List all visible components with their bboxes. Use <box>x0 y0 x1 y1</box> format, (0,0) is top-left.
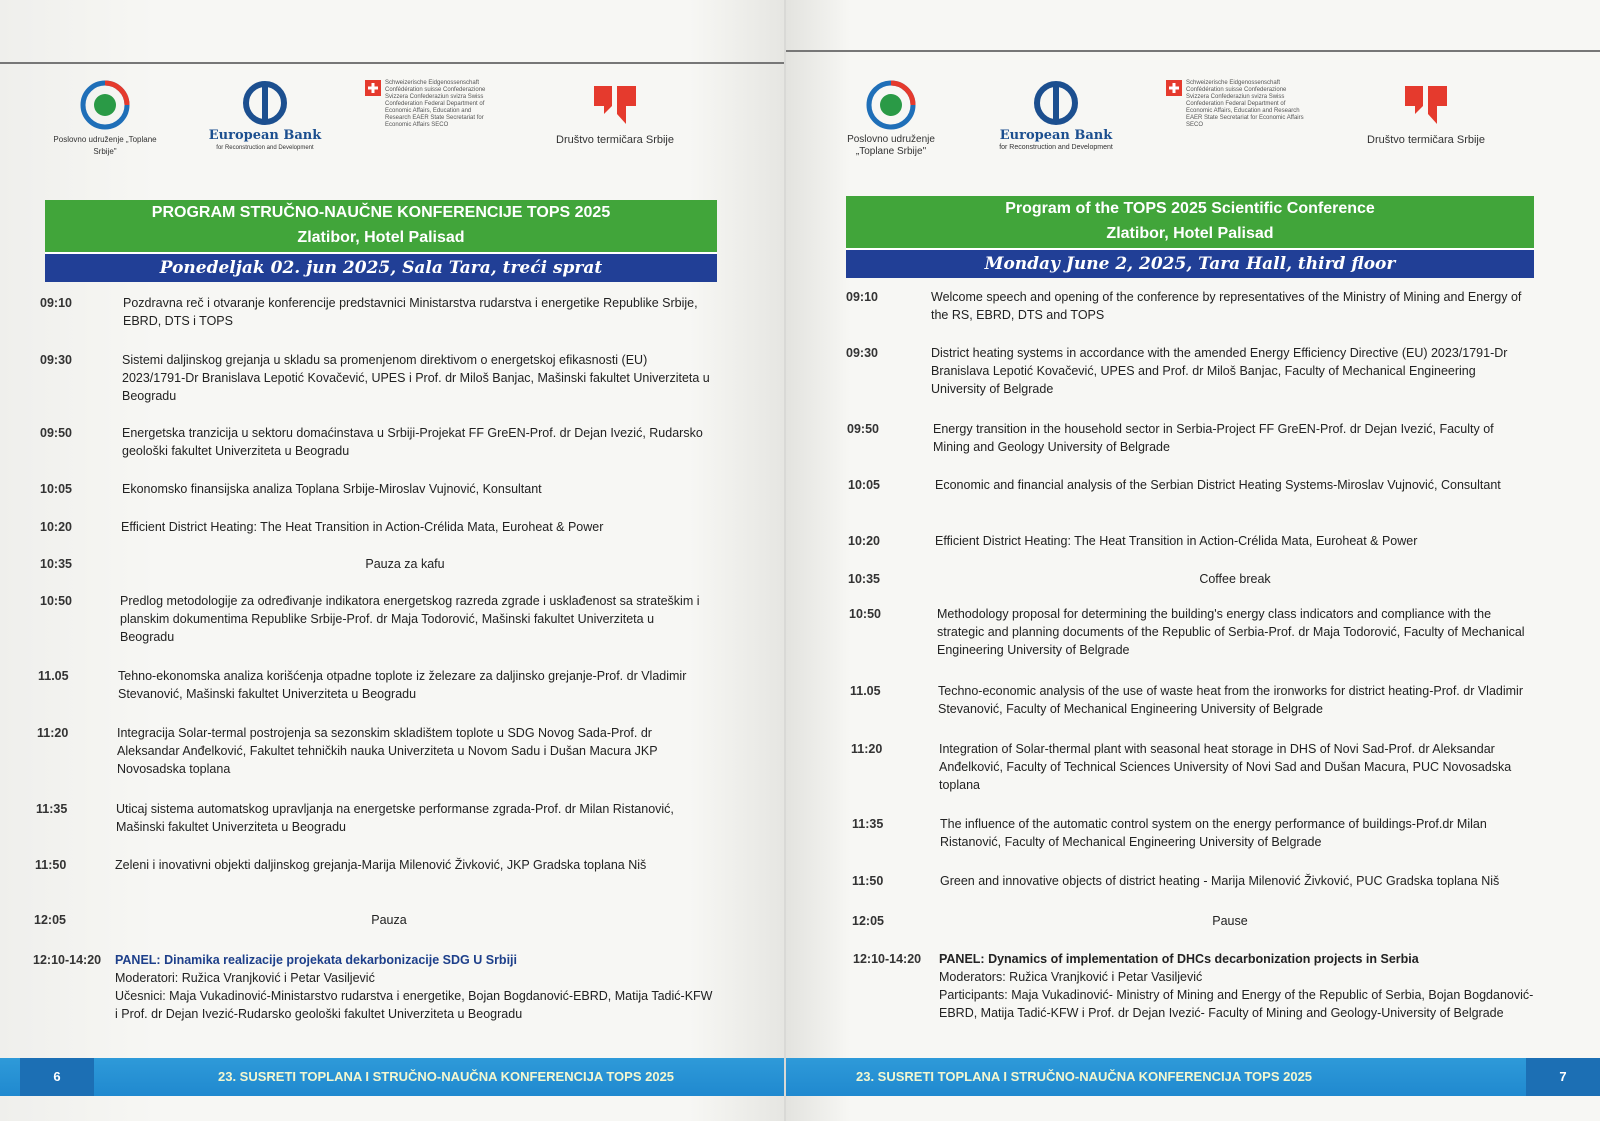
page-number: 7 <box>1526 1058 1600 1096</box>
dts-logo: Društvo termičara Srbije <box>545 80 685 146</box>
ebrd-logo: European Bank for Reconstruction and Development <box>190 80 340 154</box>
program-venue: Zlatibor, Hotel Palisad <box>45 226 717 252</box>
right-page: Poslovno udruženje „Toplane Srbije" European Bank for Reconstruction and Development Schweizerische Eidgenossenschaft Confédération suisse Confederazione Svizzera Confederaziun svizra Swiss Confederation Federal Department of Economic Affairs, Education and Research EAER State Secretariat for Economic Affairs SECO Društvo termičara Srbije Program of the TOPS 2025 Scientific Conference Zlatibor, Hotel Palisad Monday June 2, 2025, Tara Hall, third floor 09:10 Welcome speech and opening of the conference by representatives of the Ministry of Mining and Energy of the RS, EBRD, DTS and TOPS 09:30 District heating systems in accordance with the amended Energy Efficiency Directive (EU) 2023/1791-Dr Branislava Lepotić Kovačević, UPES and Prof. dr Miloš Banjac, Faculty of Mechanical Engineering University of Belgrade 09:50 Energy transition in the household sector in Serbia-Project FF GreEN-Prof. dr Dejan Ivezić, Faculty of Mining and Geology University of Belgrade 10:05 Economic and financial analysis of the Serbian District Heating Systems-Miroslav Vujnović, Consultant 10:20 Efficient District Heating: The Heat Transition in Action-Crélida Mata, Euroheat & Power 10:35 Coffee break 10:50 Methodology proposal for determining the building's energy class indicators and compliance with the strategic and planning documents of the Republic of Serbia-Prof. dr Maja Todorović, Faculty of Mechanical Engineering University of Belgrade 11.05 Techno-economic analysis of the use of waste heat from the ironworks for district heating-Prof. dr Vladimir Stevanović, Faculty of Mechanical Engineering University of Belgrade 11:20 Integration of Solar-thermal plant with seasonal heat storage in DHS of Novi Sad-Prof. dr Aleksandar Anđelković, Faculty of Technical Sciences University of Novi Sad and Dušan Macura, PUC Novosadska toplana 11:35 The influence of the automatic control system on the energy performance of buildings-Prof.dr Milan Ristanović, Faculty of Mechanical Engineering University of Belgrade 11:50 Green and innovative objects of district heating - Marija Milenović Živković, PUC Gradska toplana Niš 12:05 Pause 12:10-14:20 PANEL: Dynamics of implementation of DHCs decarbonization projects in Serbia Moderators: Ružica Vranjković i Petar Vasiljević Participants: Maja Vukadinović- Ministry of Mining and Energy of the Republic of Serbia, Bojan Bogdanović-EBRD, Matija Tadić-KFW i Prof. dr Dejan Ivezić- Faculty of Mining and Geology-University of Belgrade 23. SUSRETI TOPLANA I STRUČNO-NAUČNA KONFERENCIJA TOPS 2025 7 <box>786 0 1600 1121</box>
top-rule <box>786 50 1600 52</box>
dts-icon <box>590 80 640 130</box>
logo-strip <box>826 80 1560 170</box>
program-title: PROGRAM STRUČNO-NAUČNE KONFERENCIJE TOPS 2025 <box>45 200 717 226</box>
panel-title: PANEL: Dynamics of implementation of DHCs decarbonization projects in Serbia <box>939 952 1419 966</box>
panel-participants: Participants: Maja Vukadinović- Ministry of Mining and Energy of the Republic of Serbia, Bojan Bogdanović-EBRD, Matija Tadić-KFW i Prof. dr Dejan Ivezić- Faculty of Mining and Geology-University of Belgrade <box>939 988 1534 1020</box>
toplane-srbije-icon <box>80 80 130 130</box>
program-date: Ponedeljak 02. jun 2025, Sala Tara, treći sprat <box>45 252 717 282</box>
ebrd-icon <box>1033 80 1079 126</box>
panel-participants: Učesnici: Maja Vukadinović-Ministarstvo rudarstva i energetike, Bojan Bogdanović-EBRD, Matija Tadić-KFW i Prof. dr Dejan Ivezić-Rudarsko geološki fakultet Univerziteta u Beogradu <box>115 989 713 1021</box>
top-rule <box>0 62 784 64</box>
ebrd-icon <box>242 80 288 126</box>
swiss-confederation-logo: Schweizerische Eidgenossenschaft Confédération suisse Confederazione Svizzera Confederaziun svizra Swiss Confederation Federal Department of Economic Affairs, Education and Research EAER State Secretariat for Economic Affairs SECO <box>365 80 495 129</box>
footer-text: 23. SUSRETI TOPLANA I STRUČNO-NAUČNA KONFERENCIJA TOPS 2025 <box>218 1069 675 1084</box>
swiss-flag-icon <box>365 80 381 96</box>
program-header <box>846 196 1534 278</box>
footer-text: 23. SUSRETI TOPLANA I STRUČNO-NAUČNA KONFERENCIJA TOPS 2025 <box>856 1069 1313 1084</box>
program-date: Monday June 2, 2025, Tara Hall, third floor <box>846 248 1534 278</box>
logo-strip <box>40 80 744 170</box>
panel-moderators: Moderators: Ružica Vranjković i Petar Vasiljević <box>939 970 1203 984</box>
swiss-flag-icon <box>1166 80 1182 96</box>
dts-logo: Društvo termičara Srbije <box>1356 80 1496 146</box>
page-footer <box>786 1058 1600 1096</box>
panel-moderators: Moderatori: Ružica Vranjković i Petar Vasiljević <box>115 971 375 985</box>
page-footer <box>0 1058 784 1096</box>
page-number: 6 <box>20 1058 94 1096</box>
dts-icon <box>1401 80 1451 130</box>
toplane-srbije-icon <box>866 80 916 130</box>
toplane-srbije-logo: Poslovno udruženje „Toplane Srbije" <box>836 80 946 158</box>
program-venue: Zlatibor, Hotel Palisad <box>846 222 1534 248</box>
left-page: Poslovno udruženje „Toplane Srbije" European Bank for Reconstruction and Development Schweizerische Eidgenossenschaft Confédération suisse Confederazione Svizzera Confederaziun svizra Swiss Confederation Federal Department of Economic Affairs, Education and Research EAER State Secretariat for Economic Affairs SECO Društvo termičara Srbije PROGRAM STRUČNO-NAUČNE KONFERENCIJE TOPS 2025 Zlatibor, Hotel Palisad Ponedeljak 02. jun 2025, Sala Tara, treći sprat 09:10 Pozdravna reč i otvaranje konferencije predstavnici Ministarstva rudarstva i energetike Republike Srbije, EBRD, DTS i TOPS 09:30 Sistemi daljinskog grejanja u skladu sa promenjenom direktivom o energetskoj efikasnosti (EU) 2023/1791-Dr Branislava Lepotić Kovačević, UPES i Prof. dr Miloš Banjac, Mašinski fakultet Univerziteta u Beogradu 09:50 Energetska tranzicija u sektoru domaćinstava u Srbiji-Projekat FF GreEN-Prof. dr Dejan Ivezić, Rudarsko geološki fakultet Univerziteta u Beogradu 10:05 Ekonomsko finansijska analiza Toplana Srbije-Miroslav Vujnović, Konsultant 10:20 Efficient District Heating: The Heat Transition in Action-Crélida Mata, Euroheat & Power 10:35 Pauza za kafu 10:50 Predlog metodologije za određivanje indikatora energetskog razreda zgrade i usklađenost sa strateškim i planskim dokumentima Republike Srbije-Prof. dr Maja Todorović, Mašinski fakultet Univerziteta u Beogradu 11.05 Tehno-ekonomska analiza korišćenja otpadne toplote iz železare za daljinsko grejanje-Prof. dr Vladimir Stevanović, Mašinski fakultet Univerziteta u Beogradu 11:20 Integracija Solar-termal postrojenja sa sezonskim skladištem toplote u SDG Novog Sada-Prof. dr Aleksandar Anđelković, Fakultet tehničkih nauka Univerziteta u Novom Sadu i Dušan Macura JKP Novosadska toplana 11:35 Uticaj sistema automatskog upravljanja na energetske performanse zgrada-Prof. dr Milan Ristanović, Mašinski fakultet Univerziteta u Beogradu 11:50 Zeleni i inovativni objekti daljinskog grejanja-Marija Milenović Živković, JKP Gradska toplana Niš 12:05 Pauza 12:10-14:20 PANEL: Dinamika realizacije projekata dekarbonizacije SDG U Srbiji Moderatori: Ružica Vranjković i Petar Vasiljević Učesnici: Maja Vukadinović-Ministarstvo rudarstva i energetike, Bojan Bogdanović-EBRD, Matija Tadić-KFW i Prof. dr Dejan Ivezić-Rudarsko geološki fakultet Univerziteta u Beogradu 6 23. SUSRETI TOPLANA I STRUČNO-NAUČNA KONFERENCIJA TOPS 2025 <box>0 0 784 1121</box>
swiss-confederation-logo: Schweizerische Eidgenossenschaft Confédération suisse Confederazione Svizzera Confederaziun svizra Swiss Confederation Federal Department of Economic Affairs, Education and Research EAER State Secretariat for Economic Affairs SECO <box>1166 80 1306 129</box>
program-title: Program of the TOPS 2025 Scientific Conference <box>846 196 1534 222</box>
ebrd-logo: European Bank for Reconstruction and Development <box>976 80 1136 154</box>
program-header <box>45 200 717 282</box>
panel-title: PANEL: Dinamika realizacije projekata dekarbonizacije SDG U Srbiji <box>115 953 517 967</box>
toplane-srbije-logo: Poslovno udruženje „Toplane Srbije" <box>50 80 160 158</box>
